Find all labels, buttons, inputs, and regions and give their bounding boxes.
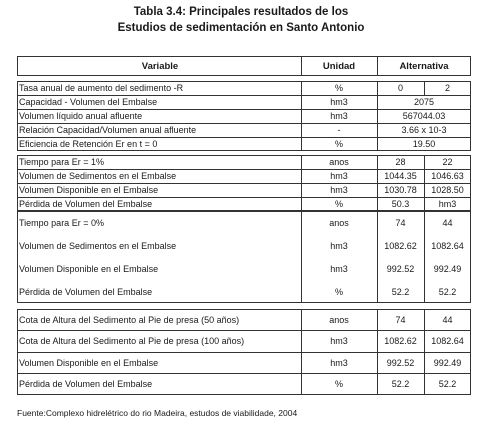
header-unidad: Unidad xyxy=(322,60,356,72)
alt1-cell: 992.52 xyxy=(386,357,415,368)
unit-cell: hm3 xyxy=(330,336,348,346)
alt1-cell: 52.2 xyxy=(391,286,410,297)
unit-cell: anos xyxy=(329,217,349,228)
variable-cell: Volumen líquido anual afluente xyxy=(19,111,143,121)
table-title-line2: Estudios de sedimentación en Santo Antonio xyxy=(117,22,365,34)
table-row xyxy=(17,137,471,151)
unit-cell: % xyxy=(334,139,343,149)
alt2-cell: 1028.50 xyxy=(431,185,464,195)
data-block-4 xyxy=(17,309,471,395)
table-row xyxy=(17,95,471,109)
alternativa-value: 19.50 xyxy=(412,139,436,149)
variable-cell: Volumen Disponible en el Embalse xyxy=(19,357,159,368)
variable-cell: Pérdida de Volumen del Embalse xyxy=(19,286,153,297)
alt2-cell: 44 xyxy=(442,217,453,228)
table-row xyxy=(17,109,471,123)
data-block-2 xyxy=(17,155,471,211)
table-row xyxy=(17,169,471,183)
alternativa-value: 567044.03 xyxy=(402,111,446,121)
table-row xyxy=(17,309,471,330)
alt2-cell: 1046.63 xyxy=(431,171,464,181)
table-row xyxy=(17,123,471,137)
table-row xyxy=(17,197,471,211)
alt1-cell: 28 xyxy=(395,157,406,167)
header-row xyxy=(17,56,471,76)
unit-cell: hm3 xyxy=(330,171,348,181)
variable-cell: Pérdida de Volumen del Embalse xyxy=(19,379,153,389)
unit-cell: - xyxy=(337,125,341,135)
alt2-cell: 2 xyxy=(444,83,450,93)
alt1-cell: 74 xyxy=(395,314,406,325)
alt1-cell: 74 xyxy=(395,217,406,228)
alt1-cell: 1030.78 xyxy=(384,185,417,195)
alt1-cell: 50.3 xyxy=(391,199,410,209)
variable-cell: Volumen Disponible en el Embalse xyxy=(19,263,159,274)
alternativa-value: 3.66 x 10-3 xyxy=(401,125,447,135)
variable-cell: Cota de Altura del Sedimento al Pie de presa (100 años) xyxy=(19,336,245,346)
variable-cell: Eficiencia de Retención Er en t = 0 xyxy=(19,139,158,149)
table-row xyxy=(17,330,471,352)
alt1-cell: 52.2 xyxy=(391,379,410,389)
table-row xyxy=(17,352,471,373)
unit-cell: % xyxy=(334,83,343,93)
variable-cell: Volumen Disponible en el Embalse xyxy=(19,185,159,195)
unit-cell: hm3 xyxy=(330,111,348,121)
unit-cell: hm3 xyxy=(330,97,348,107)
variable-cell: Tiempo para Er = 0% xyxy=(19,217,104,228)
variable-cell: Pérdida de Volumen del Embalse xyxy=(19,199,153,209)
alt2-cell: 1082.64 xyxy=(431,336,464,346)
alt2-cell: 1082.64 xyxy=(431,240,464,251)
alt2-cell: 44 xyxy=(442,314,453,325)
alt2-cell: hm3 xyxy=(438,199,457,209)
source-note: Fuente:Complexo hidrelétrico do rio Madeira, estudos de viabilidade, 2004 xyxy=(17,408,298,418)
variable-cell: Tiempo para Er = 1% xyxy=(19,157,104,167)
table-row xyxy=(17,257,471,280)
unit-cell: hm3 xyxy=(330,357,348,368)
alt2-cell: 22 xyxy=(442,157,453,167)
alt2-cell: 992.49 xyxy=(433,357,462,368)
variable-cell: Tasa anual de aumento del sedimento -R xyxy=(19,83,184,93)
alt1-cell: 992.52 xyxy=(386,263,415,274)
alt1-cell: 1082.62 xyxy=(384,240,417,251)
variable-cell: Cota de Altura del Sedimento al Pie de presa (50 años) xyxy=(19,314,240,325)
unit-cell: anos xyxy=(329,157,349,167)
alt2-cell: 52.2 xyxy=(438,286,457,297)
unit-cell: % xyxy=(334,199,343,209)
unit-cell: hm3 xyxy=(330,185,348,195)
table-row xyxy=(17,280,471,303)
alt1-cell: 1082.62 xyxy=(384,336,417,346)
unit-cell: % xyxy=(334,286,343,297)
alt1-cell: 1044.35 xyxy=(384,171,417,181)
variable-cell: Volumen de Sedimentos en el Embalse xyxy=(19,171,177,181)
alternativa-value: 2075 xyxy=(413,97,435,107)
unit-cell: anos xyxy=(329,314,349,325)
unit-cell: hm3 xyxy=(330,240,348,251)
header-block xyxy=(17,56,471,76)
table-row xyxy=(17,81,471,95)
variable-cell: Relación Capacidad/Volumen anual afluente xyxy=(19,125,197,135)
alt1-cell: 0 xyxy=(397,83,403,93)
variable-cell: Capacidad - Volumen del Embalse xyxy=(19,97,158,107)
unit-cell: % xyxy=(334,379,343,389)
table-title-line1: Tabla 3.4: Principales resultados de los xyxy=(133,6,349,18)
data-block-1 xyxy=(17,81,471,151)
data-block-3 xyxy=(17,211,471,303)
unit-cell: hm3 xyxy=(330,263,348,274)
variable-cell: Volumen de Sedimentos en el Embalse xyxy=(19,240,177,251)
table-row xyxy=(17,234,471,257)
header-alternativa: Alternativa xyxy=(399,60,449,72)
table-row xyxy=(17,211,471,234)
table-row xyxy=(17,183,471,197)
table-row xyxy=(17,373,471,395)
table-row xyxy=(17,155,471,169)
alt2-cell: 52.2 xyxy=(438,379,457,389)
header-variable: Variable xyxy=(141,60,179,72)
alt2-cell: 992.49 xyxy=(433,263,462,274)
